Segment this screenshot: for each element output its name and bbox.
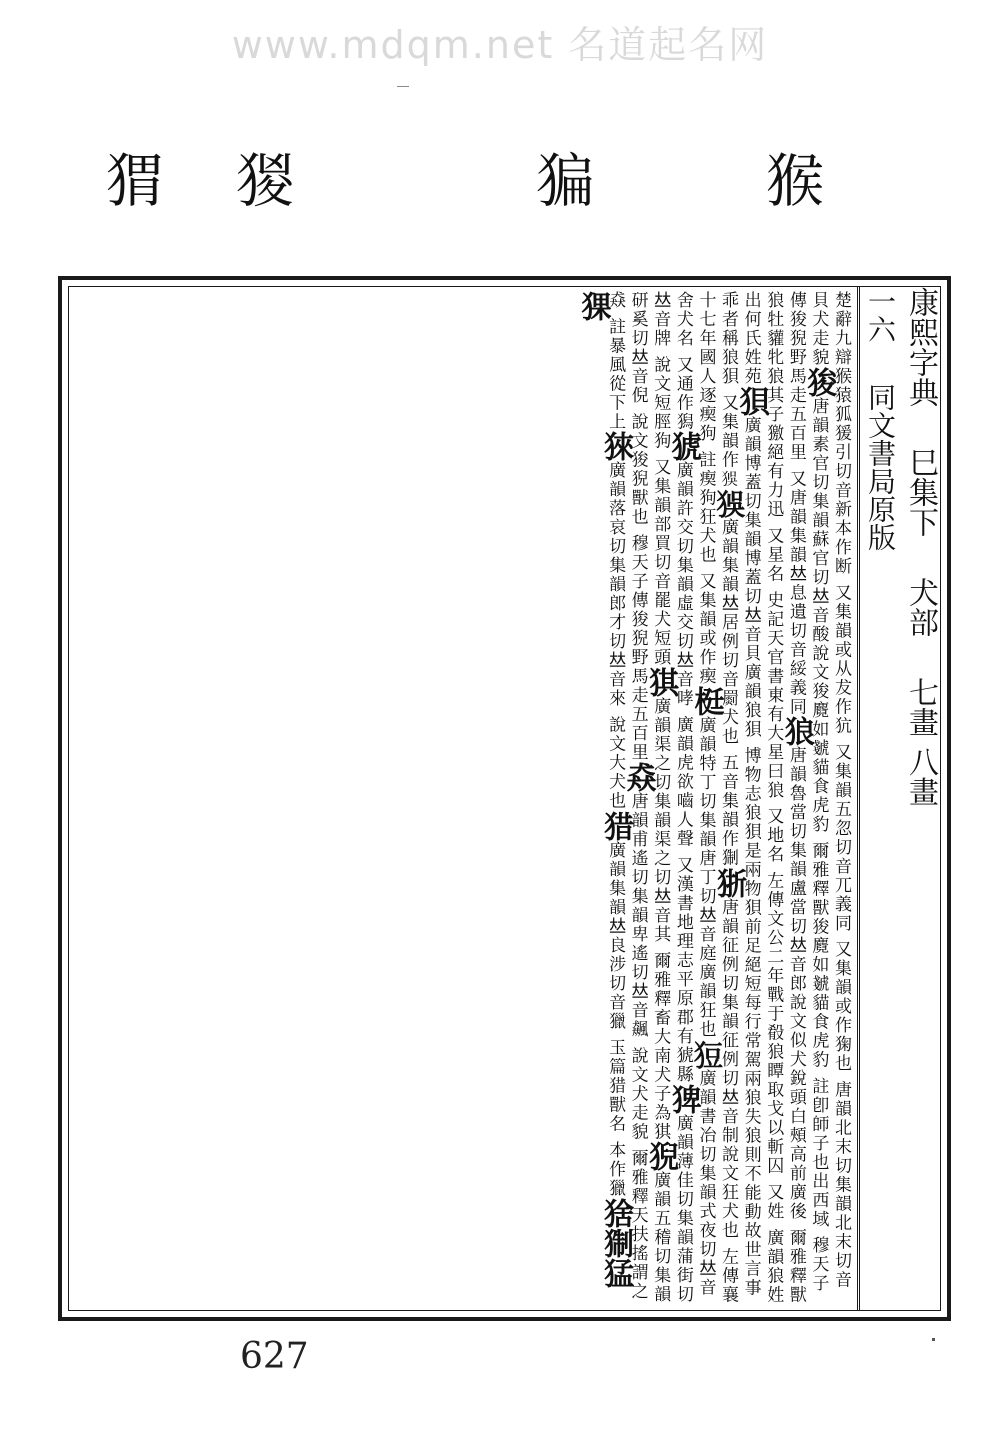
inner-frame (68, 286, 941, 1311)
entry-definition: 唐韻征例切集韻征例切𠀤音制說文狂犬也 左傳襄十七年國人逐瘈狗 註瘈狗狂犬也 又集韻或作瘈 (695, 291, 739, 1305)
entry-definition: 廣韻集韻𠀤良涉切音獵 玉篇猎獸名 本作獵 (605, 840, 626, 1198)
stray-mark (397, 86, 409, 87)
entry-headword: 𤝲 (711, 488, 747, 519)
entry-definition: 廣韻博蓋切集韻博蓋切𠀤音貝廣韻狼狽 博物志狼狽是兩物狽前足絕短每行常駕兩狼失狼則不能動故世言事乖者稱狼狽 又集韻作𤝲 (718, 291, 761, 1298)
entry-definition: 楚辭九辯猴猿狐猨引切音新本作断 又集韻或从犮作犺 又集韻五忽切音兀義同 又集韻或作㹼也 唐韻北末切集韻北末切音貝犬走貌 (808, 291, 851, 1290)
publisher-label: 同文書局原版 (864, 383, 897, 551)
dictionary-entry (711, 488, 747, 868)
entry-definition: 廣韻五稽切集韻研奚切𠀤音倪 說文狻猊獸也 穆天子傳狻猊野馬走五百里 (627, 291, 671, 1305)
section-label: 巳集下 (903, 447, 938, 537)
entry-headword: 狽 (733, 386, 769, 416)
entry-definition: 廣韻落哀切集韻郎才切𠀤音來 說文大犬也 (605, 461, 626, 811)
entry-definition: 唐韻甫遙切集韻卑遙切𠀤音飆 說文犬走貌 爾雅釋天扶搖謂之猋 註暴風從下上 (605, 291, 648, 1301)
entry-headword: 猛 (598, 1257, 634, 1288)
entry-definition: 廣韻書冶切集韻式夜切𠀤音舍犬名 又通作獡 (672, 291, 716, 1297)
dictionary-entry (688, 685, 724, 1039)
running-header (857, 287, 940, 1310)
stroke-label: 七畫 八畫 (903, 677, 938, 807)
entry-definition: 廣韻集韻𠀤居例切音罽犬也 五音集韻作猘 (718, 518, 739, 868)
entry-headword: 猊 (643, 1141, 679, 1172)
entry-headword: 猇 (665, 431, 701, 462)
stray-dot (932, 1338, 935, 1341)
entry-definition: 廣韻渠之切集韻渠之切𠀤音其 爾雅釋畜大南犬子為猉 (650, 696, 671, 1142)
entry-headword: 狾 (711, 867, 747, 898)
page-frame (58, 276, 951, 1321)
dictionary-entry (575, 291, 611, 321)
seal-glyph: 猵 (526, 150, 594, 208)
page-number: 627 (240, 1336, 309, 1377)
entry-headword: 猋 (620, 761, 656, 792)
dictionary-entry (598, 431, 634, 811)
radical-label: 犬部 (903, 577, 938, 637)
dictionary-entry (598, 1257, 634, 1288)
dictionary-entry (598, 1227, 634, 1258)
seal-glyph: 猴 (756, 150, 824, 208)
entry-headword: 猈 (665, 1084, 701, 1115)
entry-headword: 猓 (575, 291, 611, 321)
header-right-column (900, 287, 940, 1310)
dictionary-entry (665, 431, 701, 1085)
header-left-column (860, 287, 900, 1310)
entry-definition: 廣韻許交切集韻虛交切𠀤音哮 廣韻虎欲嚙人聲 又漢書地理志平原郡有猇縣 (672, 461, 693, 1085)
book-title: 康熙字典 (903, 287, 938, 407)
dictionary-entry (643, 666, 679, 1142)
entry-headword: 猘 (598, 1227, 634, 1258)
entry-headword: 狻 (801, 367, 837, 397)
entry-definition: 廣韻特丁切集韻唐丁切𠀤音庭廣韻狂也 (695, 715, 716, 1039)
entry-headword: 梃 (688, 685, 724, 716)
entry-headword: 猞 (598, 1197, 634, 1228)
entry-headword: 狼 (778, 716, 814, 747)
dictionary-entry (598, 1197, 634, 1228)
dictionary-entry (598, 810, 634, 1198)
page-ordinal: 一六 (864, 287, 897, 343)
dictionary-text (77, 291, 852, 1306)
entry-headword: 猎 (598, 810, 634, 841)
entry-headword: 猍 (598, 431, 634, 462)
entry-definition: 唐韻魯當切集韻盧當切𠀤音郎說文似犬銳頭白頰高前廣後 爾雅釋獸狼牡貛牝狼其子獥絕有力迅 又星名 史記天官書東有大星曰狼 又地名 左傳文公二年戰于殽狼瞫取戈以斬囚 又姓 廣韻狼姓出何氏姓苑 (740, 291, 806, 1305)
site-watermark: www.mdqm.net 名道起名网 (231, 23, 769, 67)
seal-glyph: 猣 (226, 150, 294, 208)
seal-glyph: 猬 (96, 150, 164, 208)
entry-headword: 𤞟 (688, 1038, 724, 1069)
entry-definition: 唐韻素官切集韻蘇官切𠀤音酸說文狻麑如虦貓食虎豹 爾雅釋獸狻麑如虦貓食虎豹 註卽師子也出西域 穆天子傳狻猊野馬走五百里 又唐韻集韻𠀤息遺切音綏義同 (785, 291, 829, 1294)
entry-definition: 廣韻薄佳切集韻蒲街切𠀤音牌 說文短脛狗 又集韻部買切音罷犬短頭 (650, 291, 693, 1305)
entry-headword: 猉 (643, 666, 679, 697)
